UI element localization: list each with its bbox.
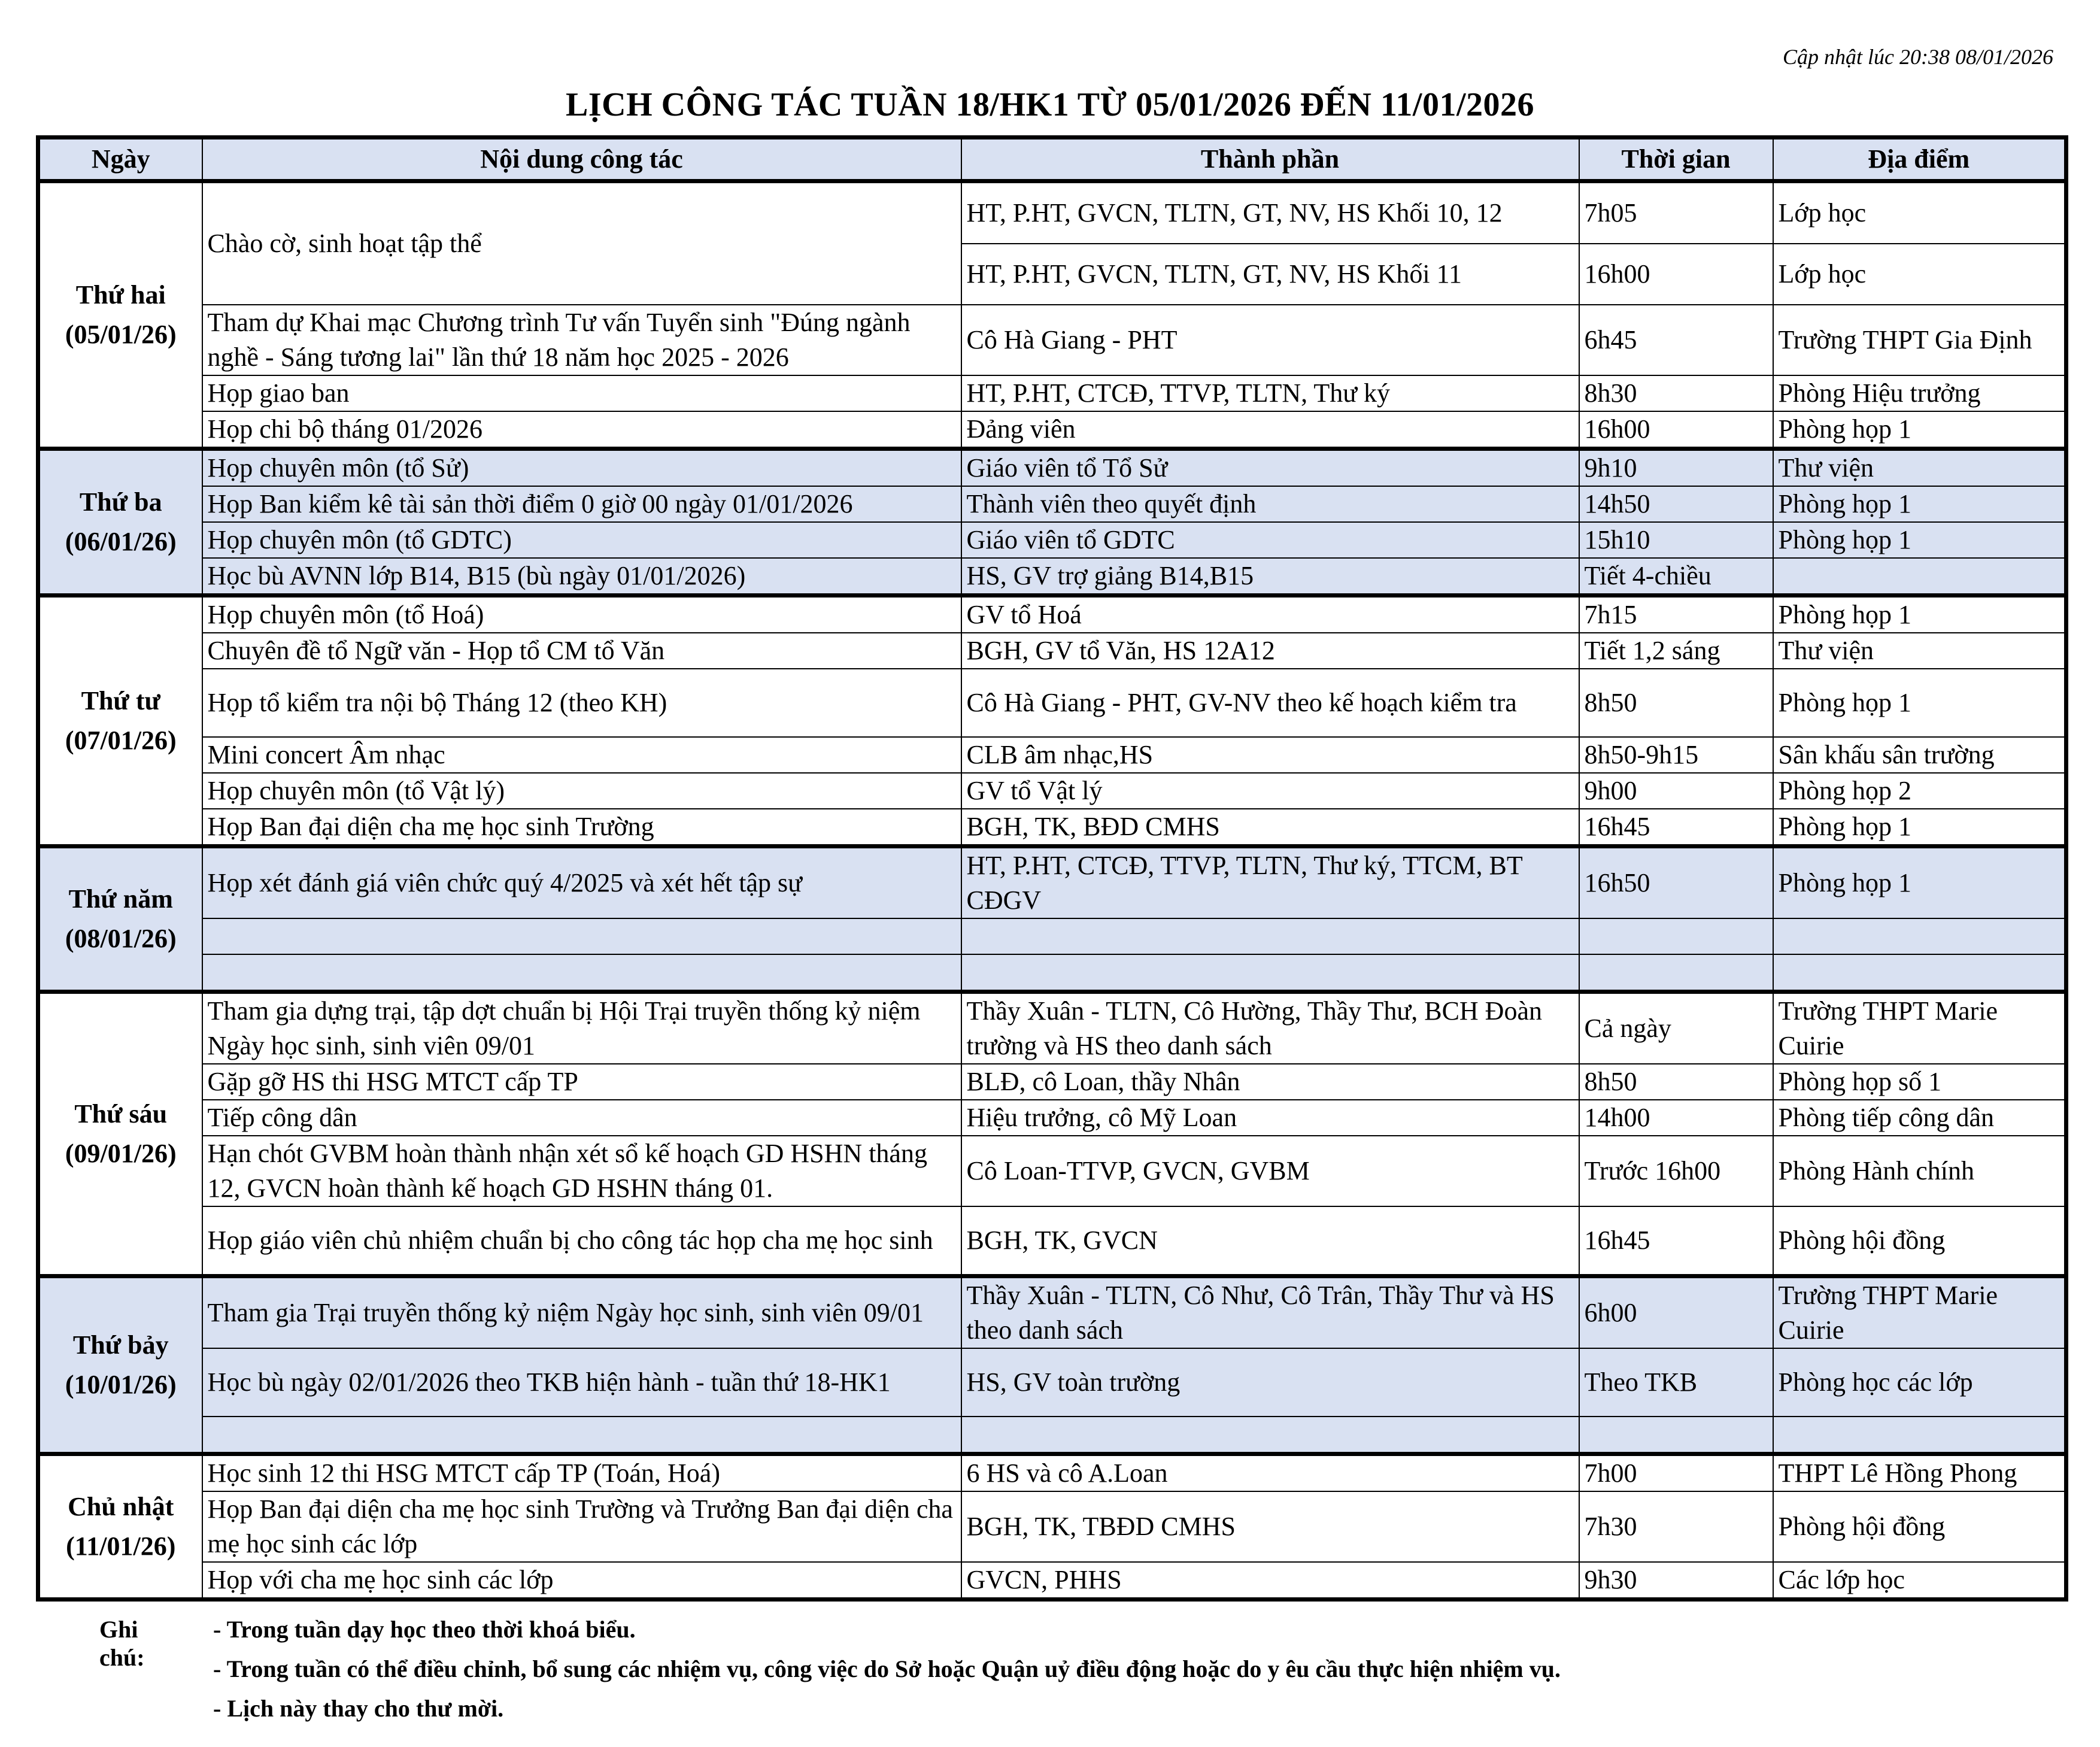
- place-cell: Phòng họp 2: [1773, 773, 2066, 809]
- place-cell: Sân khấu sân trường: [1773, 737, 2066, 773]
- place-cell: Phòng tiếp công dân: [1773, 1100, 2066, 1136]
- place-cell: Phòng hội đồng: [1773, 1491, 2066, 1562]
- table-row: [38, 1276, 2066, 1349]
- day-name: Thứ năm: [68, 884, 173, 914]
- note-line: - Trong tuần dạy học theo thời khoá biểu.: [213, 1616, 636, 1643]
- members-cell: Thành viên theo quyết định: [961, 486, 1579, 522]
- day-name: Chủ nhật: [68, 1492, 174, 1521]
- members-cell: CLB âm nhạc,HS: [961, 737, 1579, 773]
- members-cell: HT, P.HT, GVCN, TLTN, GT, NV, HS Khối 11: [961, 244, 1579, 305]
- members-cell: Đảng viên: [961, 411, 1579, 449]
- table-row: [38, 1562, 2066, 1600]
- time-cell: Tiết 4-chiều: [1579, 558, 1773, 596]
- table-row: [38, 1454, 2066, 1492]
- day-cell: [38, 1276, 202, 1454]
- members-cell: BGH, TK, TBĐD CMHS: [961, 1491, 1579, 1562]
- place-cell: Phòng họp 1: [1773, 411, 2066, 449]
- place-cell: Phòng hội đồng: [1773, 1206, 2066, 1276]
- members-cell: BGH, GV tổ Văn, HS 12A12: [961, 633, 1579, 669]
- content-cell: Tham gia dựng trại, tập dợt chuẩn bị Hội Trại truyền thống kỷ niệm Ngày học sinh, sinh viên 09/01: [202, 992, 961, 1064]
- day-date: (08/01/26): [65, 924, 177, 953]
- time-cell: 7h00: [1579, 1454, 1773, 1492]
- note-line: - Lịch này thay cho thư mời.: [213, 1695, 504, 1722]
- content-cell: Chào cờ, sinh hoạt tập thể: [202, 181, 961, 305]
- day-cell: [38, 596, 202, 847]
- time-cell: 15h10: [1579, 522, 1773, 558]
- table-row: [38, 558, 2066, 596]
- content-cell: Họp tổ kiểm tra nội bộ Tháng 12 (theo KH): [202, 669, 961, 737]
- place-cell: Phòng họp 1: [1773, 809, 2066, 847]
- members-cell: Cô Hà Giang - PHT, GV-NV theo kế hoạch kiểm tra: [961, 669, 1579, 737]
- day-group-wednesday: [38, 596, 2066, 847]
- content-cell: Họp giáo viên chủ nhiệm chuẩn bị cho công tác họp cha mẹ học sinh: [202, 1206, 961, 1276]
- table-row: [38, 1064, 2066, 1100]
- members-cell: Cô Loan-TTVP, GVCN, GVBM: [961, 1136, 1579, 1206]
- time-cell: 16h50: [1579, 847, 1773, 919]
- members-cell: GV tổ Hoá: [961, 596, 1579, 633]
- content-cell: Họp với cha mẹ học sinh các lớp: [202, 1562, 961, 1600]
- place-cell: Thư viện: [1773, 449, 2066, 487]
- members-cell: HT, P.HT, CTCĐ, TTVP, TLTN, Thư ký, TTCM, BT CĐGV: [961, 847, 1579, 919]
- table-row: [38, 918, 2066, 954]
- table-row: [38, 522, 2066, 558]
- table-row: [38, 449, 2066, 487]
- members-cell: BGH, TK, BĐD CMHS: [961, 809, 1579, 847]
- members-cell: [961, 954, 1579, 992]
- day-cell: [38, 449, 202, 596]
- day-group-monday: [38, 181, 2066, 449]
- time-cell: 9h10: [1579, 449, 1773, 487]
- table-row: [38, 1348, 2066, 1417]
- place-cell: [1773, 558, 2066, 596]
- col-header-content: Nội dung công tác: [202, 138, 961, 181]
- members-cell: [961, 918, 1579, 954]
- time-cell: Cả ngày: [1579, 992, 1773, 1064]
- table-row: [38, 596, 2066, 633]
- time-cell: 16h45: [1579, 1206, 1773, 1276]
- table-row: [38, 1100, 2066, 1136]
- time-cell: 16h45: [1579, 809, 1773, 847]
- col-header-time: Thời gian: [1579, 138, 1773, 181]
- col-header-place: Địa điểm: [1773, 138, 2066, 181]
- place-cell: Thư viện: [1773, 633, 2066, 669]
- notes-label: Ghi chú:: [99, 1616, 145, 1671]
- day-group-tuesday: [38, 449, 2066, 596]
- table-row: [38, 992, 2066, 1064]
- page-title: LỊCH CÔNG TÁC TUẦN 18/HK1 TỪ 05/01/2026 ĐẾN 11/01/2026: [566, 86, 1534, 123]
- place-cell: Lớp học: [1773, 244, 2066, 305]
- day-name: Thứ ba: [79, 487, 162, 517]
- place-cell: Lớp học: [1773, 181, 2066, 244]
- content-cell: Học sinh 12 thi HSG MTCT cấp TP (Toán, Hoá): [202, 1454, 961, 1492]
- time-cell: 7h30: [1579, 1491, 1773, 1562]
- time-cell: Trước 16h00: [1579, 1136, 1773, 1206]
- content-cell: Tiếp công dân: [202, 1100, 961, 1136]
- content-cell: [202, 918, 961, 954]
- day-cell: [38, 992, 202, 1276]
- day-group-saturday: [38, 1276, 2066, 1454]
- day-group-thursday: [38, 847, 2066, 992]
- time-cell: 9h30: [1579, 1562, 1773, 1600]
- members-cell: Thầy Xuân - TLTN, Cô Như, Cô Trân, Thầy Thư và HS theo danh sách: [961, 1276, 1579, 1349]
- day-cell: [38, 1454, 202, 1600]
- time-cell: 14h50: [1579, 486, 1773, 522]
- time-cell: 14h00: [1579, 1100, 1773, 1136]
- day-group-sunday: [38, 1454, 2066, 1600]
- content-cell: Họp chuyên môn (tổ Vật lý): [202, 773, 961, 809]
- place-cell: Trường THPT Marie Cuirie: [1773, 1276, 2066, 1349]
- time-cell: [1579, 1417, 1773, 1454]
- note-line: - Trong tuần có thể điều chỉnh, bổ sung các nhiệm vụ, công việc do Sở hoặc Quận uỷ điều động hoặc do y êu cầu thực hiện nhiệm vụ.: [213, 1655, 1561, 1682]
- schedule-table: [36, 135, 2068, 1602]
- table-row: [38, 809, 2066, 847]
- members-cell: BLĐ, cô Loan, thầy Nhân: [961, 1064, 1579, 1100]
- table-row: [38, 1206, 2066, 1276]
- time-cell: 9h00: [1579, 773, 1773, 809]
- table-row: [38, 633, 2066, 669]
- header-row: [38, 138, 2066, 181]
- time-cell: 16h00: [1579, 411, 1773, 449]
- members-cell: Giáo viên tổ GDTC: [961, 522, 1579, 558]
- table-row: [38, 181, 2066, 244]
- table-row: [38, 486, 2066, 522]
- members-cell: [961, 1417, 1579, 1454]
- content-cell: Tham gia Trại truyền thống kỷ niệm Ngày học sinh, sinh viên 09/01: [202, 1276, 961, 1349]
- table-row: [38, 773, 2066, 809]
- place-cell: Trường THPT Gia Định: [1773, 305, 2066, 375]
- time-cell: 6h00: [1579, 1276, 1773, 1349]
- table-row: [38, 375, 2066, 411]
- day-name: Thứ bảy: [72, 1330, 169, 1360]
- day-date: (06/01/26): [65, 527, 177, 556]
- day-date: (11/01/26): [66, 1531, 176, 1561]
- members-cell: 6 HS và cô A.Loan: [961, 1454, 1579, 1492]
- table-row: [38, 1491, 2066, 1562]
- day-cell: [38, 181, 202, 449]
- time-cell: 7h05: [1579, 181, 1773, 244]
- col-header-members: Thành phần: [961, 138, 1579, 181]
- table-row: [38, 954, 2066, 992]
- day-date: (09/01/26): [65, 1139, 177, 1168]
- table-row: [38, 1136, 2066, 1206]
- time-cell: 8h50: [1579, 1064, 1773, 1100]
- table-row: [38, 669, 2066, 737]
- content-cell: Gặp gỡ HS thi HSG MTCT cấp TP: [202, 1064, 961, 1100]
- content-cell: Mini concert Âm nhạc: [202, 737, 961, 773]
- place-cell: Phòng Hiệu trưởng: [1773, 375, 2066, 411]
- content-cell: Tham dự Khai mạc Chương trình Tư vấn Tuyển sinh "Đúng ngành nghề - Sáng tương lai" lần thứ 18 năm học 2025 - 2026: [202, 305, 961, 375]
- members-cell: GVCN, PHHS: [961, 1562, 1579, 1600]
- time-cell: 16h00: [1579, 244, 1773, 305]
- day-name: Thứ hai: [75, 280, 166, 310]
- content-cell: Họp Ban đại diện cha mẹ học sinh Trường: [202, 809, 961, 847]
- content-cell: Họp chuyên môn (tổ Hoá): [202, 596, 961, 633]
- time-cell: 6h45: [1579, 305, 1773, 375]
- place-cell: Phòng họp 1: [1773, 486, 2066, 522]
- place-cell: [1773, 954, 2066, 992]
- members-cell: Cô Hà Giang - PHT: [961, 305, 1579, 375]
- time-cell: [1579, 954, 1773, 992]
- table-row: [38, 1417, 2066, 1454]
- place-cell: Phòng họp 1: [1773, 669, 2066, 737]
- content-cell: Họp chuyên môn (tổ Sử): [202, 449, 961, 487]
- table-row: [38, 737, 2066, 773]
- members-cell: HT, P.HT, CTCĐ, TTVP, TLTN, Thư ký: [961, 375, 1579, 411]
- table-row: [38, 411, 2066, 449]
- day-date: (05/01/26): [65, 320, 177, 349]
- table-row: [38, 847, 2066, 919]
- place-cell: Trường THPT Marie Cuirie: [1773, 992, 2066, 1064]
- content-cell: Họp chi bộ tháng 01/2026: [202, 411, 961, 449]
- content-cell: Họp giao ban: [202, 375, 961, 411]
- content-cell: Họp Ban đại diện cha mẹ học sinh Trường và Trưởng Ban đại diện cha mẹ học sinh các lớp: [202, 1491, 961, 1562]
- place-cell: Các lớp học: [1773, 1562, 2066, 1600]
- time-cell: 8h30: [1579, 375, 1773, 411]
- day-name: Thứ sáu: [74, 1099, 168, 1129]
- place-cell: Phòng học các lớp: [1773, 1348, 2066, 1417]
- content-cell: [202, 1417, 961, 1454]
- col-header-day: Ngày: [38, 138, 202, 181]
- time-cell: Tiết 1,2 sáng: [1579, 633, 1773, 669]
- place-cell: Phòng họp số 1: [1773, 1064, 2066, 1100]
- members-cell: HT, P.HT, GVCN, TLTN, GT, NV, HS Khối 10, 12: [961, 181, 1579, 244]
- members-cell: HS, GV toàn trường: [961, 1348, 1579, 1417]
- members-cell: HS, GV trợ giảng B14,B15: [961, 558, 1579, 596]
- time-cell: 8h50-9h15: [1579, 737, 1773, 773]
- content-cell: Học bù ngày 02/01/2026 theo TKB hiện hành - tuần thứ 18-HK1: [202, 1348, 961, 1417]
- content-cell: Họp Ban kiểm kê tài sản thời điểm 0 giờ 00 ngày 01/01/2026: [202, 486, 961, 522]
- content-cell: [202, 954, 961, 992]
- content-cell: Hạn chót GVBM hoàn thành nhận xét sổ kế hoạch GD HSHN tháng 12, GVCN hoàn thành kế hoạch GD HSHN tháng 01.: [202, 1136, 961, 1206]
- content-cell: Chuyên đề tổ Ngữ văn - Họp tổ CM tổ Văn: [202, 633, 961, 669]
- members-cell: Thầy Xuân - TLTN, Cô Hường, Thầy Thư, BCH Đoàn trường và HS theo danh sách: [961, 992, 1579, 1064]
- day-cell: [38, 847, 202, 992]
- time-cell: Theo TKB: [1579, 1348, 1773, 1417]
- place-cell: Phòng họp 1: [1773, 847, 2066, 919]
- day-date: (07/01/26): [65, 726, 177, 755]
- place-cell: [1773, 918, 2066, 954]
- table-row: [38, 305, 2066, 375]
- content-cell: Học bù AVNN lớp B14, B15 (bù ngày 01/01/2026): [202, 558, 961, 596]
- content-cell: Họp chuyên môn (tổ GDTC): [202, 522, 961, 558]
- day-date: (10/01/26): [65, 1370, 177, 1399]
- members-cell: BGH, TK, GVCN: [961, 1206, 1579, 1276]
- place-cell: [1773, 1417, 2066, 1454]
- content-cell: Họp xét đánh giá viên chức quý 4/2025 và xét hết tập sự: [202, 847, 961, 919]
- place-cell: Phòng họp 1: [1773, 522, 2066, 558]
- place-cell: THPT Lê Hồng Phong: [1773, 1454, 2066, 1492]
- place-cell: Phòng họp 1: [1773, 596, 2066, 633]
- time-cell: 7h15: [1579, 596, 1773, 633]
- members-cell: Giáo viên tổ Tổ Sử: [961, 449, 1579, 487]
- time-cell: [1579, 918, 1773, 954]
- members-cell: GV tổ Vật lý: [961, 773, 1579, 809]
- day-group-friday: [38, 992, 2066, 1276]
- place-cell: Phòng Hành chính: [1773, 1136, 2066, 1206]
- last-updated: Cập nhật lúc 20:38 08/01/2026: [1783, 45, 2053, 69]
- time-cell: 8h50: [1579, 669, 1773, 737]
- day-name: Thứ tư: [81, 686, 160, 715]
- members-cell: Hiệu trưởng, cô Mỹ Loan: [961, 1100, 1579, 1136]
